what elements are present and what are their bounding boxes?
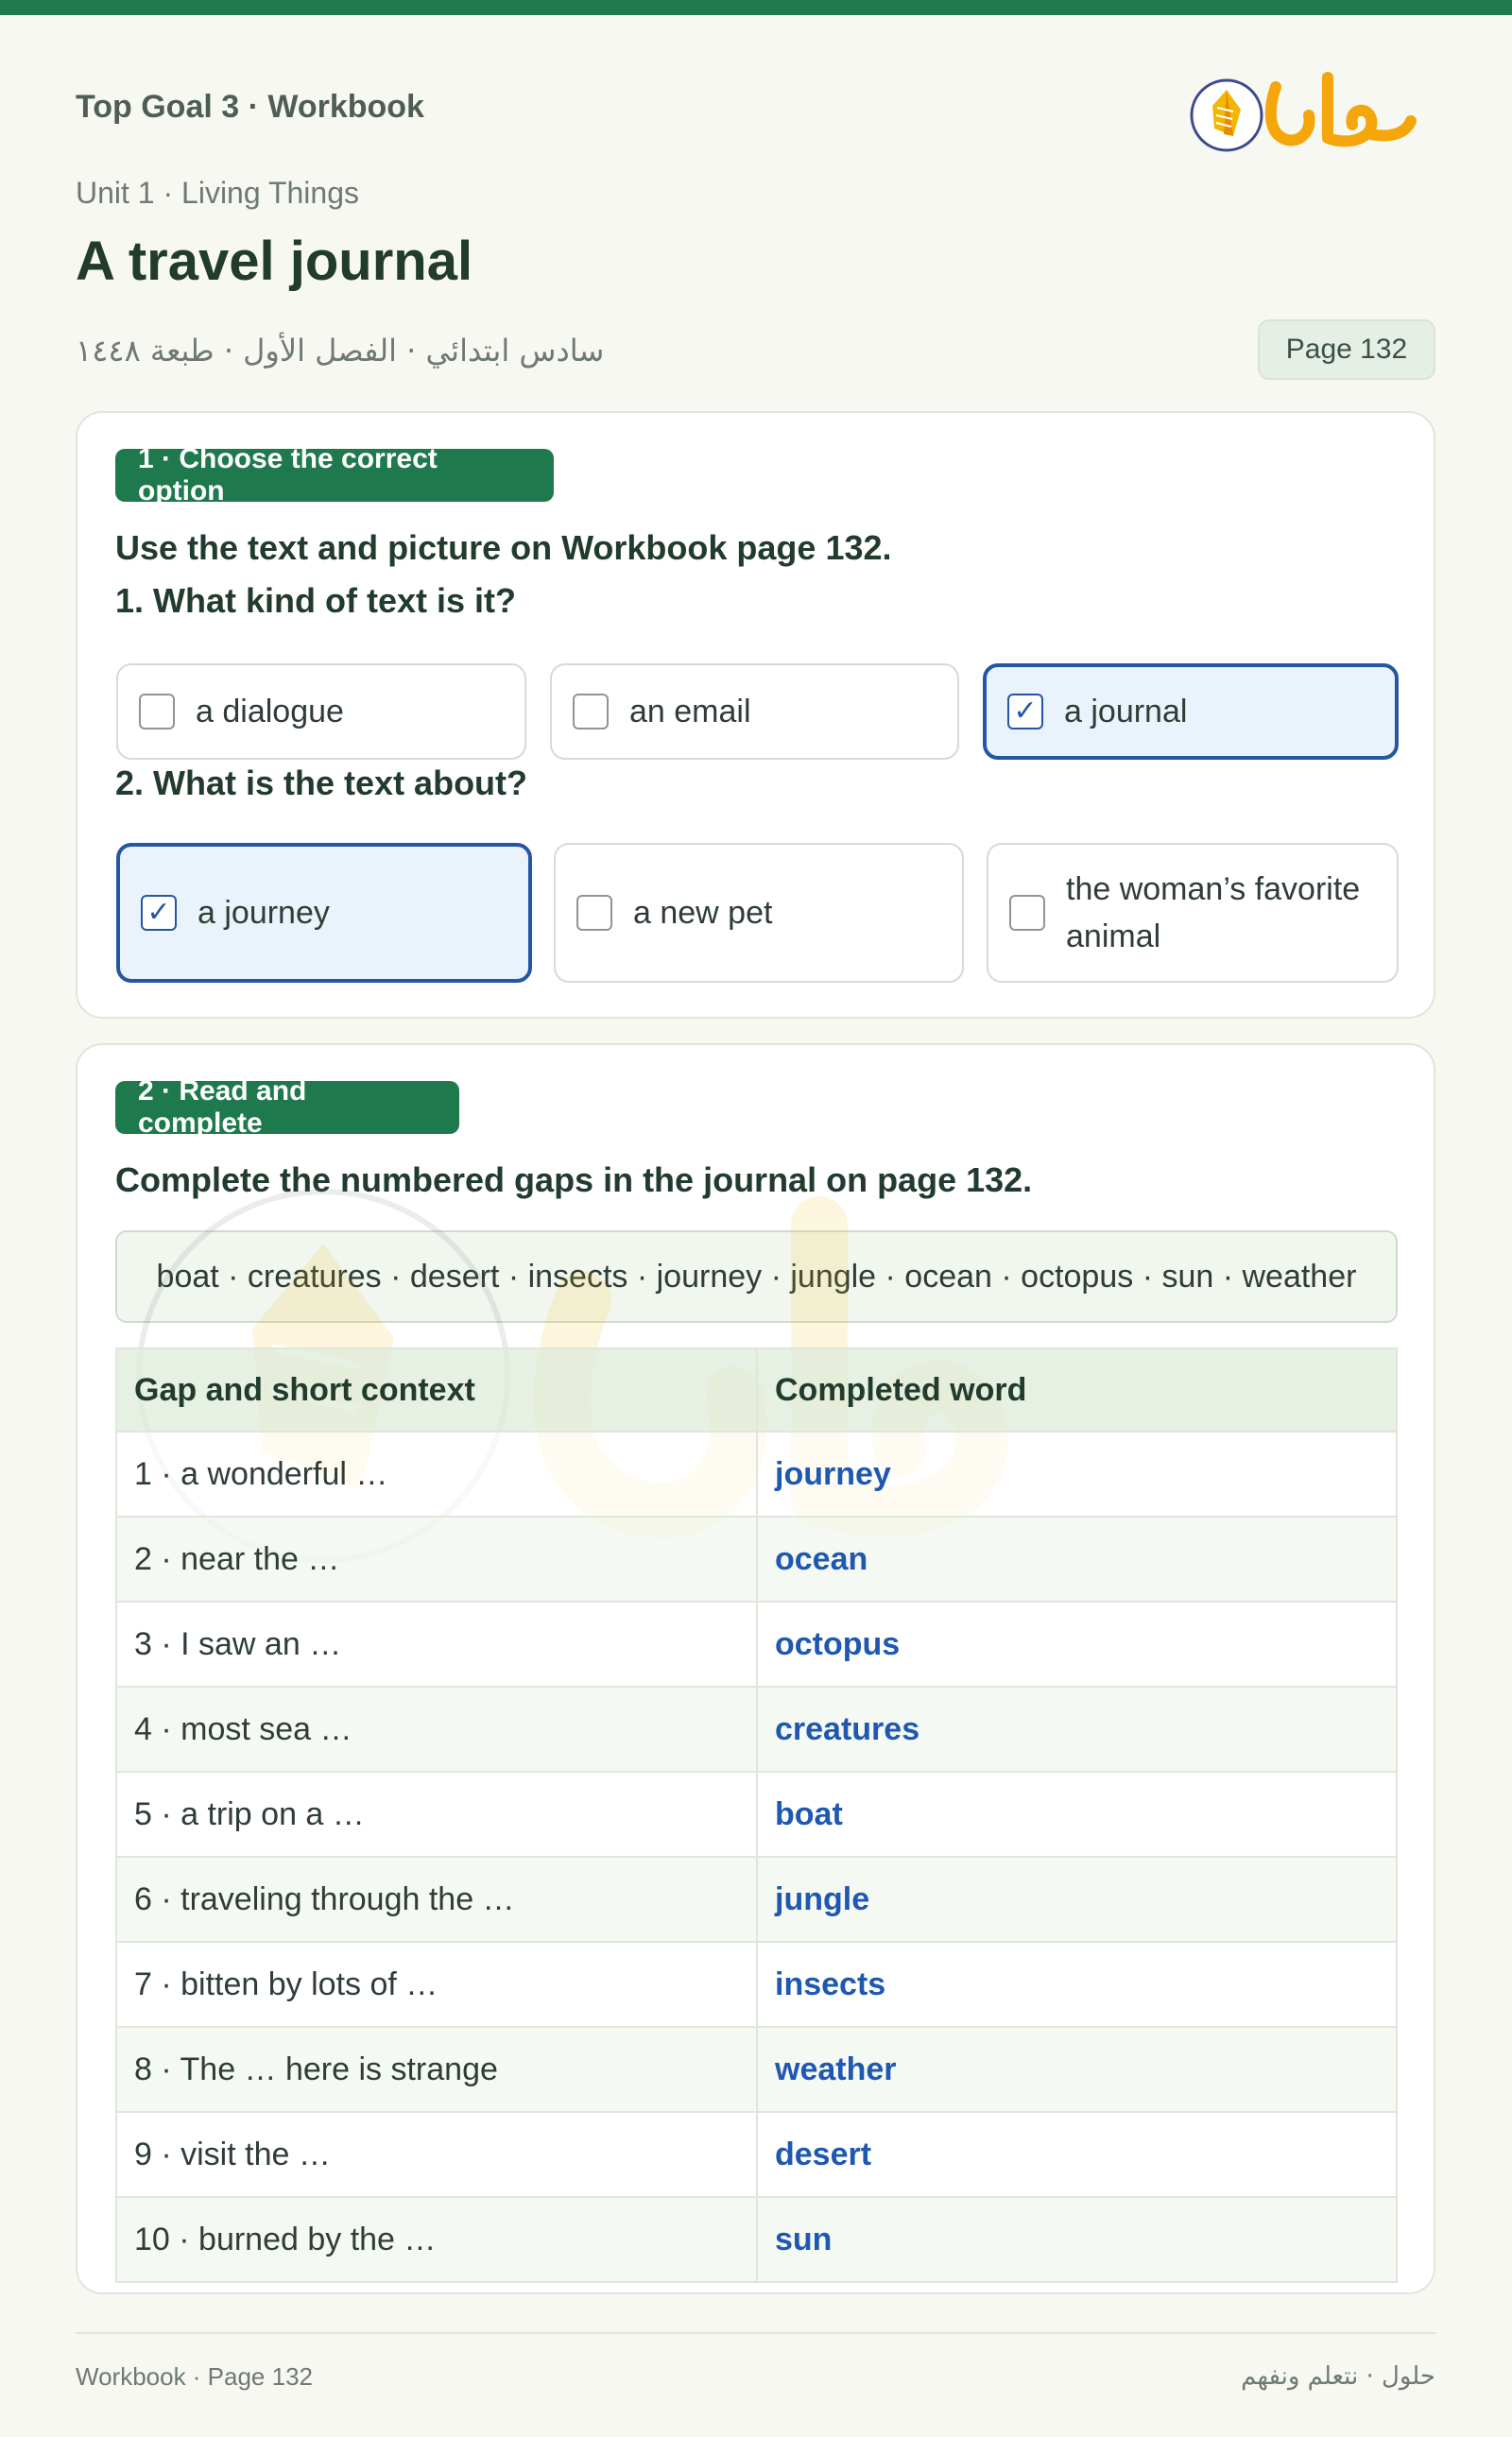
gap-context: 8 · The … here is strange (116, 2027, 757, 2112)
choose-option-card (76, 411, 1435, 1019)
option-favorite-animal[interactable] (987, 843, 1399, 983)
table-row (116, 1687, 1397, 1772)
table-row (116, 1942, 1397, 2027)
question-1: 1. What kind of text is it? (115, 581, 517, 620)
footer-tagline: حلول · نتعلم ونفهم (1241, 2362, 1435, 2391)
table-header-row (116, 1348, 1397, 1432)
gap-answer: sun (757, 2197, 1397, 2282)
checkbox[interactable] (1009, 895, 1045, 931)
read-complete-card (76, 1043, 1435, 2294)
instruction: Complete the numbered gaps in the journal on page 132. (115, 1160, 1033, 1199)
option-a-new-pet[interactable] (554, 843, 964, 983)
option-an-email[interactable] (550, 663, 959, 760)
option-a-dialogue[interactable] (116, 663, 526, 760)
instruction: Use the text and picture on Workbook page 132. (115, 528, 892, 567)
gap-answer: jungle (757, 1857, 1397, 1942)
checkbox-checked[interactable]: ✓ (1007, 694, 1043, 729)
book-title: Top Goal 3 · Workbook (76, 89, 424, 125)
gap-context: 4 · most sea … (116, 1687, 757, 1772)
option-label: a dialogue (196, 694, 344, 729)
gap-answer: boat (757, 1772, 1397, 1857)
gap-context: 2 · near the … (116, 1517, 757, 1602)
page-title: A travel journal (76, 231, 473, 292)
footer-divider (76, 2332, 1435, 2334)
table-row (116, 2197, 1397, 2282)
table-row (116, 2112, 1397, 2197)
table-row (116, 1602, 1397, 1687)
option-a-journey[interactable] (116, 843, 532, 983)
gap-context: 9 · visit the … (116, 2112, 757, 2197)
option-label: a journey (198, 895, 330, 931)
word-bank: boat · creatures · desert · insects · journey · jungle · ocean · octopus · sun · weather (115, 1230, 1398, 1323)
column-header: Completed word (757, 1348, 1397, 1432)
table-row (116, 1772, 1397, 1857)
gap-context: 3 · I saw an … (116, 1602, 757, 1687)
top-accent-bar (0, 0, 1512, 15)
option-a-journal[interactable] (983, 663, 1399, 760)
section-badge: 2 · Read and complete (115, 1081, 459, 1134)
checkbox[interactable] (576, 895, 612, 931)
footer-page-label: Workbook · Page 132 (76, 2362, 313, 2391)
question-2: 2. What is the text about? (115, 764, 528, 802)
option-label: a journal (1064, 694, 1188, 729)
option-label: a new pet (633, 895, 773, 931)
table-row (116, 1517, 1397, 1602)
gap-answer: octopus (757, 1602, 1397, 1687)
checkbox[interactable] (573, 694, 609, 729)
checkbox[interactable] (139, 694, 175, 729)
option-label: the woman’s favorite animal (1066, 871, 1361, 954)
column-header: Gap and short context (116, 1348, 757, 1432)
gap-answer: insects (757, 1942, 1397, 2027)
gap-answer: creatures (757, 1687, 1397, 1772)
page-badge: Page 132 (1258, 319, 1435, 380)
section-badge: 1 · Choose the correct option (115, 449, 554, 502)
gap-answer: weather (757, 2027, 1397, 2112)
table-row (116, 1432, 1397, 1517)
grade-subtitle: سادس ابتدائي · الفصل الأول · طبعة ١٤٤٨ (76, 333, 605, 369)
option-label: an email (629, 694, 751, 729)
table-row (116, 1857, 1397, 1942)
checkbox-checked[interactable]: ✓ (141, 895, 177, 931)
hallul-logo-icon (1186, 59, 1422, 163)
gap-context: 6 · traveling through the … (116, 1857, 757, 1942)
table-row (116, 2027, 1397, 2112)
gap-context: 1 · a wonderful … (116, 1432, 757, 1517)
gap-context: 5 · a trip on a … (116, 1772, 757, 1857)
gap-answer: ocean (757, 1517, 1397, 1602)
gap-answer: journey (757, 1432, 1397, 1517)
gaps-table (115, 1347, 1398, 2283)
unit-label: Unit 1 · Living Things (76, 176, 359, 210)
gap-answer: desert (757, 2112, 1397, 2197)
gap-context: 7 · bitten by lots of … (116, 1942, 757, 2027)
gap-context: 10 · burned by the … (116, 2197, 757, 2282)
